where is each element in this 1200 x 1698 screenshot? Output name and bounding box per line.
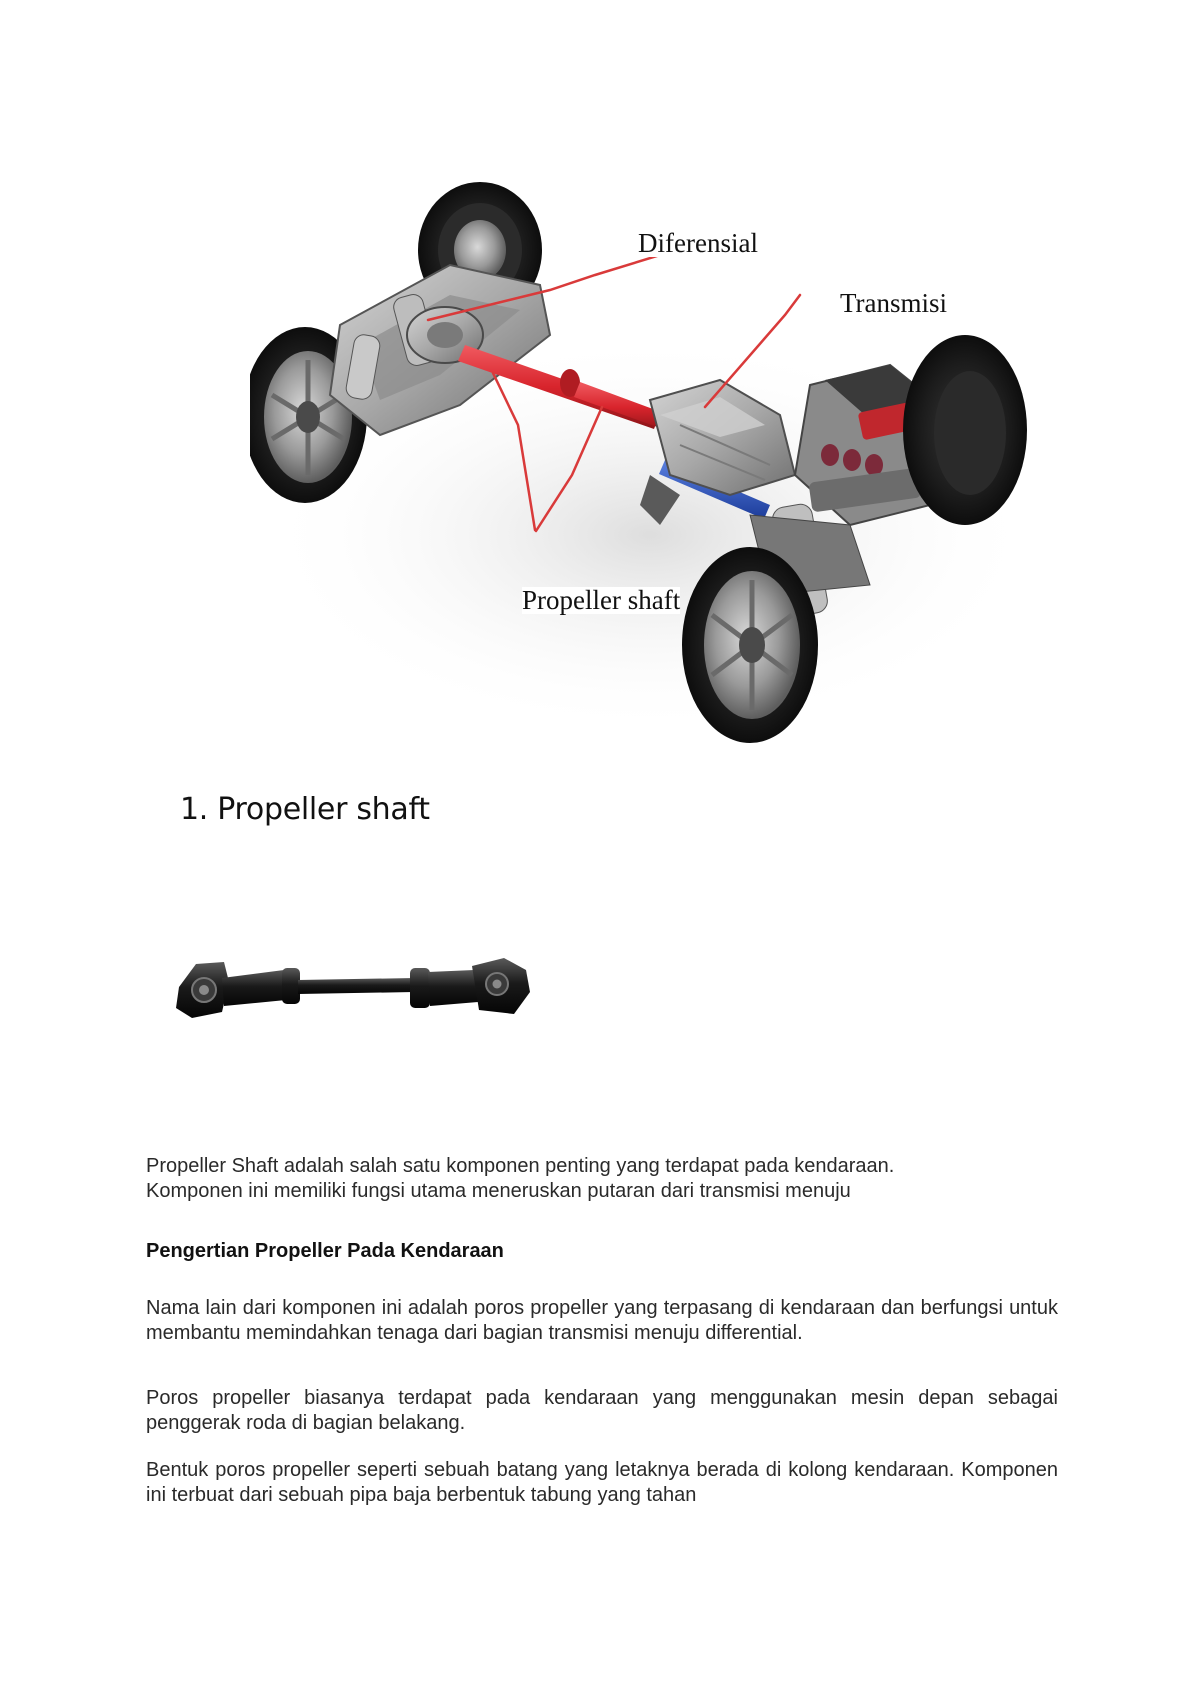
section-heading: 1. Propeller shaft	[180, 792, 430, 827]
paragraph-2	[146, 1386, 1058, 1436]
transmission-label: Transmisi	[840, 288, 948, 318]
intro-line-2: Komponen ini memiliki fungsi utama meneruskan putaran dari transmisi menuju	[146, 1180, 851, 1202]
drivetrain-illustration	[250, 175, 1050, 785]
paragraph-2-text: Poros propeller biasanya terdapat pada kendaraan yang menggunakan mesin depan sebagai penggerak roda di bagian belakang.	[146, 1387, 1058, 1434]
paragraph-1-text: Nama lain dari komponen ini adalah poros propeller yang terpasang di kendaraan dan berfungsi untuk membantu memindahkan tenaga dari bagian transmisi menuju differential.	[146, 1297, 1058, 1344]
drivetrain-figure	[250, 175, 1050, 785]
intro-paragraph	[146, 1154, 1058, 1204]
propeller-label: Propeller shaft	[522, 585, 681, 615]
intro-line-1: Propeller Shaft adalah salah satu komponen penting yang terdapat pada kendaraan.	[146, 1155, 895, 1177]
propeller-shaft-photo	[174, 952, 534, 1032]
paragraph-1	[146, 1296, 1058, 1346]
propeller-shaft-image	[174, 952, 534, 1032]
paragraph-3	[146, 1458, 1058, 1508]
front-right-wheel	[682, 547, 818, 743]
front-left-wheel	[903, 335, 1027, 525]
paragraph-3-text: Bentuk poros propeller seperti sebuah batang yang letaknya berada di kolong kendaraan. Komponen ini terbuat dari sebuah pipa baja berbentuk tabung yang tahan	[146, 1459, 1058, 1506]
subsection-heading: Pengertian Propeller Pada Kendaraan	[146, 1240, 504, 1262]
differential-label: Diferensial	[638, 228, 758, 258]
